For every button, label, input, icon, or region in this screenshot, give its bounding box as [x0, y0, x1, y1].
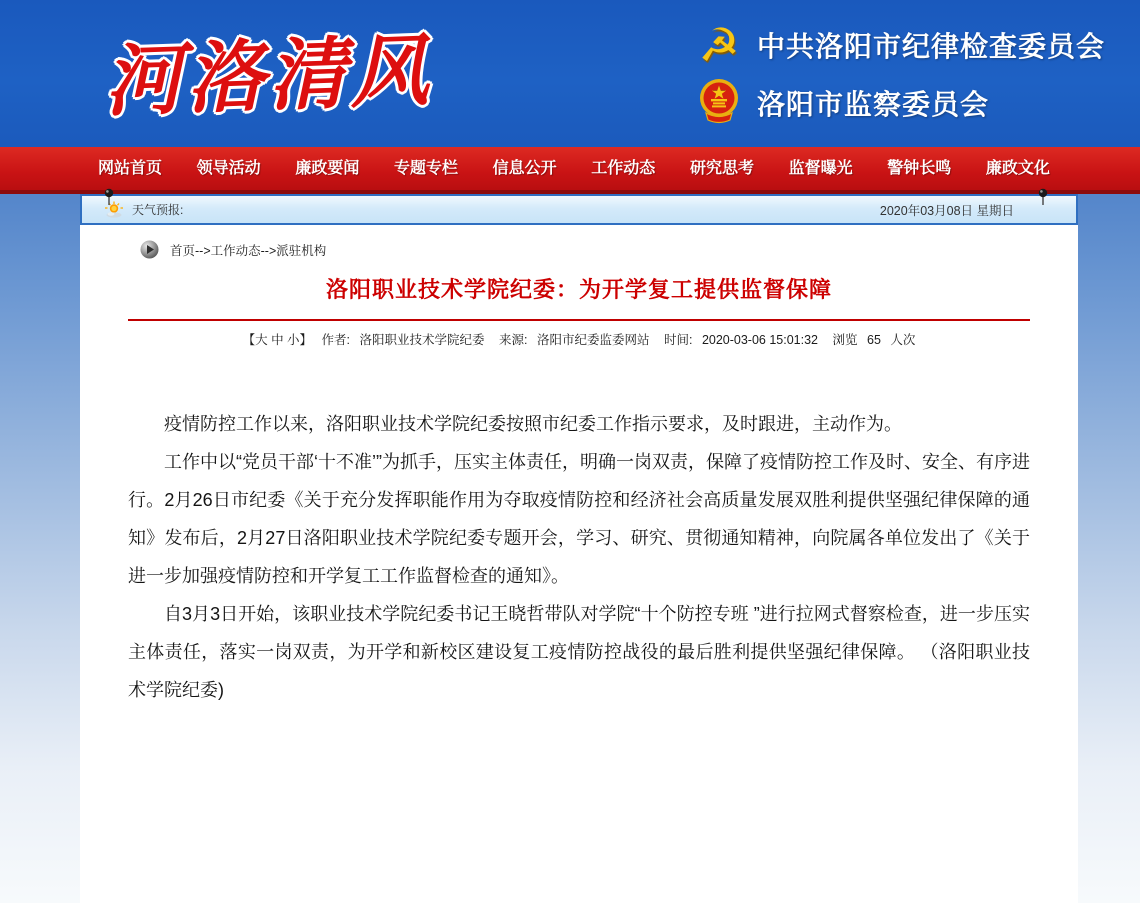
main-container [80, 194, 1078, 903]
nav-item-work-updates[interactable]: 工作动态 [591, 160, 656, 177]
site-logo[interactable]: 河洛清风 [102, 25, 434, 128]
nav-item-home[interactable]: 网站首页 [98, 160, 163, 177]
main-nav [0, 147, 1140, 194]
article-paragraph: 疫情防控工作以来，洛阳职业技术学院纪委按照市纪委工作指示要求，及时跟进，主动作为。 [164, 413, 902, 434]
article-paragraph: 工作中以“党员干部‘十不准’”为抓手，压实主体责任，明确一岗双责，保障了疫情防控工作及时、安全、有序进行。2月26日市纪委《关于充分发挥职能作用为夺取疫情防控和经济社会高质量发展双胜利提供坚强纪律保障的通知》发布后，2月27日洛阳职业技术学院纪委专题开会，学习、研究、贯彻通知精神，向院属各单位发出了《关于进一步加强疫情防控和开学复工工作监督检查的通知》。 [128, 451, 1030, 586]
nav-item-supervision-exposure[interactable]: 监督曝光 [788, 160, 853, 177]
nav-item-research[interactable]: 研究思考 [689, 160, 754, 177]
font-size-controls[interactable]: 【大 中 小】 [242, 332, 313, 347]
nav-item-alarm-bell[interactable]: 警钟长鸣 [887, 160, 952, 177]
party-emblem-icon: ☭ [698, 19, 740, 71]
header-org-names [695, 19, 1106, 126]
org-name-party: 中共洛阳市纪律检查委员会 [757, 31, 1106, 62]
breadcrumb [128, 225, 1030, 261]
breadcrumb-path[interactable]: 首页-->工作动态-->派驻机构 [170, 243, 327, 258]
article-meta [128, 330, 1030, 348]
nav-item-integrity-news[interactable]: 廉政要闻 [295, 160, 360, 177]
nav-item-special-columns[interactable]: 专题专栏 [393, 160, 458, 177]
nav-item-integrity-culture[interactable]: 廉政文化 [985, 160, 1050, 177]
author-value: 洛阳职业技术学院纪委 [359, 332, 485, 347]
source-label: 来源: [499, 332, 528, 347]
current-date: 2020年03月08日 星期日 [879, 203, 1014, 218]
play-bullet-icon [140, 240, 159, 259]
article-body [128, 405, 1030, 709]
title-divider [128, 319, 1030, 321]
pushpin-icon [1038, 188, 1048, 206]
time-label: 时间: [663, 332, 693, 347]
info-bar [80, 194, 1078, 225]
site-header [0, 0, 1140, 147]
national-emblem-icon [695, 78, 743, 129]
nav-item-info-disclosure[interactable]: 信息公开 [492, 160, 557, 177]
time-value: 2020-03-06 15:01:32 [701, 332, 819, 347]
article-paragraph: 自3月3日开始，该职业技术学院纪委书记王晓哲带队对学院“十个防控专班 ”进行拉网式督察检查，进一步压实主体责任，落实一岗双责，为开学和新校区建设复工疫情防控战役的最后胜利提供坚强纪律保障。 （洛阳职业技术学院纪委) [128, 603, 1030, 700]
org-row-party [695, 19, 1106, 71]
article-panel [80, 225, 1078, 903]
nav-item-leader-activities[interactable]: 领导活动 [196, 160, 261, 177]
pushpin-icon [104, 188, 114, 206]
source-value: 洛阳市纪委监委网站 [536, 332, 650, 347]
org-name-supervision: 洛阳市监察委员会 [757, 89, 990, 120]
article-title: 洛阳职业技术学院纪委：为开学复工提供监督保障 [325, 277, 832, 302]
author-label: 作者: [321, 332, 351, 347]
views-suffix: 人次 [890, 332, 916, 347]
org-row-supervision [695, 80, 1105, 126]
views-label: 浏览 [832, 332, 858, 347]
views-count: 65 [867, 332, 881, 347]
weather-label: 天气预报: [132, 203, 184, 217]
